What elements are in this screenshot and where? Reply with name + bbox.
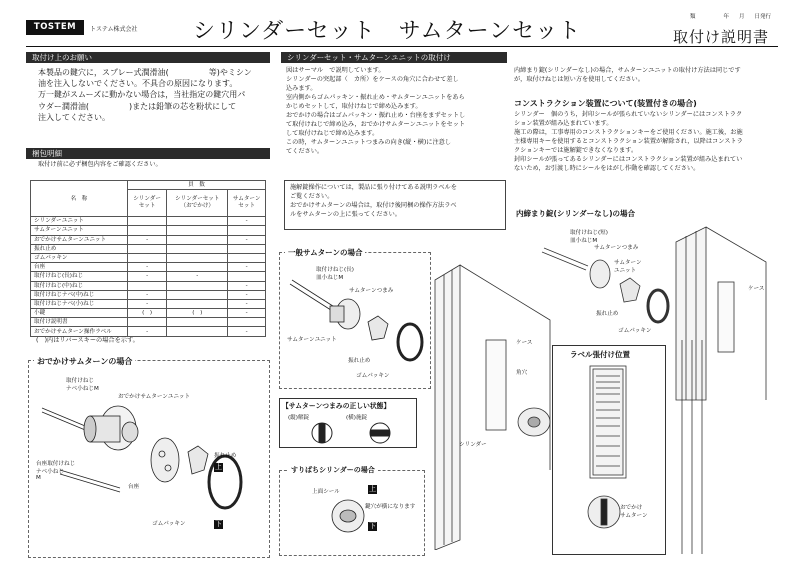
ippan-illustration xyxy=(282,262,428,384)
packing-table-body xyxy=(31,217,266,336)
knob-state-heading: 【サムターンつまみの正しい状態】 xyxy=(282,402,391,410)
cylinder-label: シリンダー xyxy=(459,442,487,448)
case-label-mid: ケース xyxy=(516,340,533,346)
suribachi-down-marker: 下 xyxy=(369,522,376,530)
table-row xyxy=(31,217,266,226)
ippan-heading: 一般サムターンの場合 xyxy=(285,247,365,258)
table-cell-count: - xyxy=(228,281,266,290)
table-cell-count xyxy=(228,244,266,253)
suribachi-up-marker: 上 xyxy=(369,485,376,493)
table-cell-name: 振れ止め xyxy=(31,244,128,253)
table-cell-count xyxy=(167,217,228,226)
uchijime-case-label: ケース xyxy=(748,286,765,292)
table-cell-count: - xyxy=(128,235,167,244)
uchijime-packing-label: ゴムパッキン xyxy=(618,328,652,334)
company-name: トステム株式会社 xyxy=(90,26,138,33)
table-cell-name: 取付け説明書 xyxy=(31,318,128,327)
uchijime-unit-label: サムターン ユニット xyxy=(614,260,642,274)
ippan-screw-label: 取付けねじ(長) 皿小ねじM xyxy=(316,267,354,281)
table-cell-count: - xyxy=(228,235,266,244)
table-cell-count: ( ) xyxy=(128,309,167,318)
table-cell-count xyxy=(167,244,228,253)
suribachi-illustration xyxy=(318,494,378,538)
table-row xyxy=(31,272,266,281)
construction-heading: コンストラクション装置について(装置付きの場合) xyxy=(514,99,697,108)
table-cell-name: 取付けねじ(中)ねじ xyxy=(31,281,128,290)
label-position-illustration xyxy=(556,362,660,550)
uchijime-screw-label: 取付けねじ(短) 皿小ねじM xyxy=(570,230,608,244)
table-row xyxy=(31,244,266,253)
table-cell-count: - xyxy=(128,272,167,281)
odekake-unit-label: おでかけサムターンユニット xyxy=(118,394,191,400)
table-row xyxy=(31,318,266,327)
ippan-furedome-label: 振れ止め xyxy=(348,358,371,364)
odekake-furedome-label: 振れ止め xyxy=(214,453,237,459)
table-cell-count xyxy=(128,226,167,235)
table-row xyxy=(31,226,266,235)
odekake-heading: おでかけサムターンの場合 xyxy=(34,356,135,367)
uchijime-heading: 内締まり錠(シリンダーなし)の場合 xyxy=(516,209,636,218)
ippan-knob-label: サムターンつまみ xyxy=(349,288,394,294)
table-row xyxy=(31,309,266,318)
table-cell-count xyxy=(167,318,228,327)
table-cell-count: - xyxy=(167,272,228,281)
ippan-unit-label: サムターンユニット xyxy=(287,337,337,343)
table-cell-count xyxy=(228,226,266,235)
table-cell-name: シリンダーユニット xyxy=(31,217,128,226)
table-cell-count xyxy=(167,281,228,290)
table-cell-name: 取付けねじ(長)ねじ xyxy=(31,272,128,281)
table-cell-count: - xyxy=(228,263,266,272)
table-cell-count: - xyxy=(128,290,167,299)
down-marker: 下 xyxy=(215,520,222,528)
table-cell-count xyxy=(128,281,167,290)
kakuana-label: 角穴 xyxy=(516,370,528,376)
odekake-base-screw-label: 台座取付けねじ ナベ小ねじ M xyxy=(36,461,76,481)
table-cell-name: 取付けねじナベ(中)ねじ xyxy=(31,290,128,299)
keyhole-label: 鍵穴が横になります xyxy=(365,504,416,510)
seal-label: 上面シール xyxy=(312,489,340,495)
doc-title: 取付け説明書 xyxy=(673,28,770,46)
table-cell-count: - xyxy=(128,299,167,308)
issue-meta: 類 年 月 日発行 xyxy=(690,14,772,20)
label-position-heading: ラベル張付け位置 xyxy=(570,350,630,359)
table-cell-name: 台座 xyxy=(31,263,128,272)
table-cell-count xyxy=(128,217,167,226)
door-frame-illustration-right xyxy=(672,340,772,554)
table-cell-count: - xyxy=(228,327,266,336)
label-note-box: 施解錠操作については，製品に張り付けてある説明ラベルを ご覧ください。 おでかけサムターンの場合は，取付け後同梱の操作方法ラベ ルをサムターンの上に張ってください。 xyxy=(284,180,506,230)
table-row xyxy=(31,290,266,299)
knob-state-icons xyxy=(300,421,410,445)
table-cell-name: おでかけサムターンユニット xyxy=(31,235,128,244)
uchijime-intro: 内締まり錠(シリンダーなし)の場合，サムターンユニットの取付け方法は同じです が，取付けねじは短い方を使用してください。 xyxy=(514,67,741,83)
odekake-base-label: 台座 xyxy=(128,484,140,490)
table-row xyxy=(31,263,266,272)
table-cell-count: - xyxy=(128,263,167,272)
packing-footnote: ( )内はリバースキーの場合を示す。 xyxy=(36,337,139,344)
uchijime-furedome-label: 振れ止め xyxy=(596,311,619,317)
header-rule xyxy=(26,46,778,47)
table-cell-count: - xyxy=(228,309,266,318)
up-marker: 上 xyxy=(215,463,222,471)
table-cell-count xyxy=(167,327,228,336)
table-row xyxy=(31,299,266,308)
ippan-packing-label: ゴムパッキン xyxy=(356,373,390,379)
brand-logo: TOSTEM xyxy=(26,20,84,35)
odekake-screw-label: 取付けねじ ナベ小ねじM xyxy=(66,378,99,392)
table-row xyxy=(31,281,266,290)
table-cell-count xyxy=(128,318,167,327)
table-cell-count xyxy=(128,244,167,253)
table-cell-count xyxy=(228,253,266,262)
odekake-packing-label: ゴムパッキン xyxy=(152,521,186,527)
table-cell-count xyxy=(167,263,228,272)
table-cell-count: ( ) xyxy=(167,309,228,318)
table-cell-count: - xyxy=(228,290,266,299)
table-cell-count xyxy=(167,253,228,262)
section-heading-packing: 梱包明細 xyxy=(26,148,270,159)
table-cell-count xyxy=(128,253,167,262)
table-cell-name: サムターンユニット xyxy=(31,226,128,235)
unlock-label: (縦)解錠 xyxy=(288,415,310,421)
packing-note: 取付け前に必ず梱包内容をご確認ください。 xyxy=(38,161,162,168)
section-heading-request: 取付け上のお願い xyxy=(26,52,270,63)
table-row xyxy=(31,235,266,244)
table-cell-name: おでかけサムターン操作ラベル xyxy=(31,327,128,336)
page-title: シリンダーセット サムターンセット xyxy=(193,19,582,44)
construction-text: シリンダー 個のうち，封印シールが張られていないシリンダーにはコンストラク ション装置が組み込まれています。 施工の際は，工事専用のコンストラクションキーをご使用ください。施工後，お施 主様専用キーを使用するとコンストラクション装置が解除され，以降はコンストラ クションキーでは施解錠できなくなります。 封印シールが張ってあるシリンダーにはコンストラクション装置が組み込まれてい ないため，お引渡し時にシールをはがし作動を確認してください。 xyxy=(514,111,743,172)
table-cell-name: 小鍵 xyxy=(31,309,128,318)
table-cell-count xyxy=(167,226,228,235)
table-row xyxy=(31,253,266,262)
table-cell-count: - xyxy=(128,327,167,336)
table-cell-name: ゴムパッキン xyxy=(31,253,128,262)
table-row xyxy=(31,327,266,336)
table-cell-count xyxy=(167,299,228,308)
suribachi-heading: すりばちシリンダーの場合 xyxy=(288,465,378,475)
label-odekake-label: おでかけ サムターン xyxy=(620,505,648,519)
table-cell-name: 取付けねじナベ(小)ねじ xyxy=(31,299,128,308)
table-cell-count: - xyxy=(228,217,266,226)
table-cell-count xyxy=(228,272,266,281)
install-text: 図はサーマル で説明しています。 シリンダーの突起部（ カ所）をケースの角穴に合わせて差し 込みます。 室内側からゴムパッキン・振れ止め・サムターンユニットをあら かじめセットして，取付けねじで締め込みます。 おでかけの場合はゴムパッキン・振れ止め・台座をまずセットし て取付けねじで締め込み，おでかけサムターンユニットをセット して取付けねじで締め込みます。 この時，サムターンユニットつまみの向き(縦・横)に注意し てください。 xyxy=(286,67,466,155)
request-text: 本製品の鍵穴に，スプレー式潤滑油( 等)やミシン 油を注入しないでください。不具合の原因になります。 万一鍵がスムーズに動かない場合は，当社指定の鍵穴用パ ウダー潤滑油( )または鉛筆の芯を粉状にして 注入してください。 xyxy=(38,68,252,122)
section-heading-install: シリンダーセット・サムターンユニットの取付け xyxy=(281,52,507,63)
lock-label: (横)施錠 xyxy=(346,415,368,421)
uchijime-knob-label: サムターンつまみ xyxy=(594,245,639,251)
table-cell-count: - xyxy=(228,299,266,308)
table-cell-count xyxy=(228,318,266,327)
packing-table: 名 称 員 数 シリンダーセット シリンダーセット（おでかけ） サムターンセット シリンダーユニット - サムターンユニット おでかけサムターンユニット - - 振れ止め ゴムパッキン 台座 - - 取付けねじ(長)ねじ - - 取付けねじ(中)ねじ - 取付けねじナベ(中)ねじ - - 取付けねじナベ(小)ねじ - - 小鍵 ( ) ( ) - 取付け説明書 おでかけサムターン操作ラベル - - xyxy=(30,180,266,337)
table-cell-count xyxy=(167,235,228,244)
table-cell-count xyxy=(167,290,228,299)
